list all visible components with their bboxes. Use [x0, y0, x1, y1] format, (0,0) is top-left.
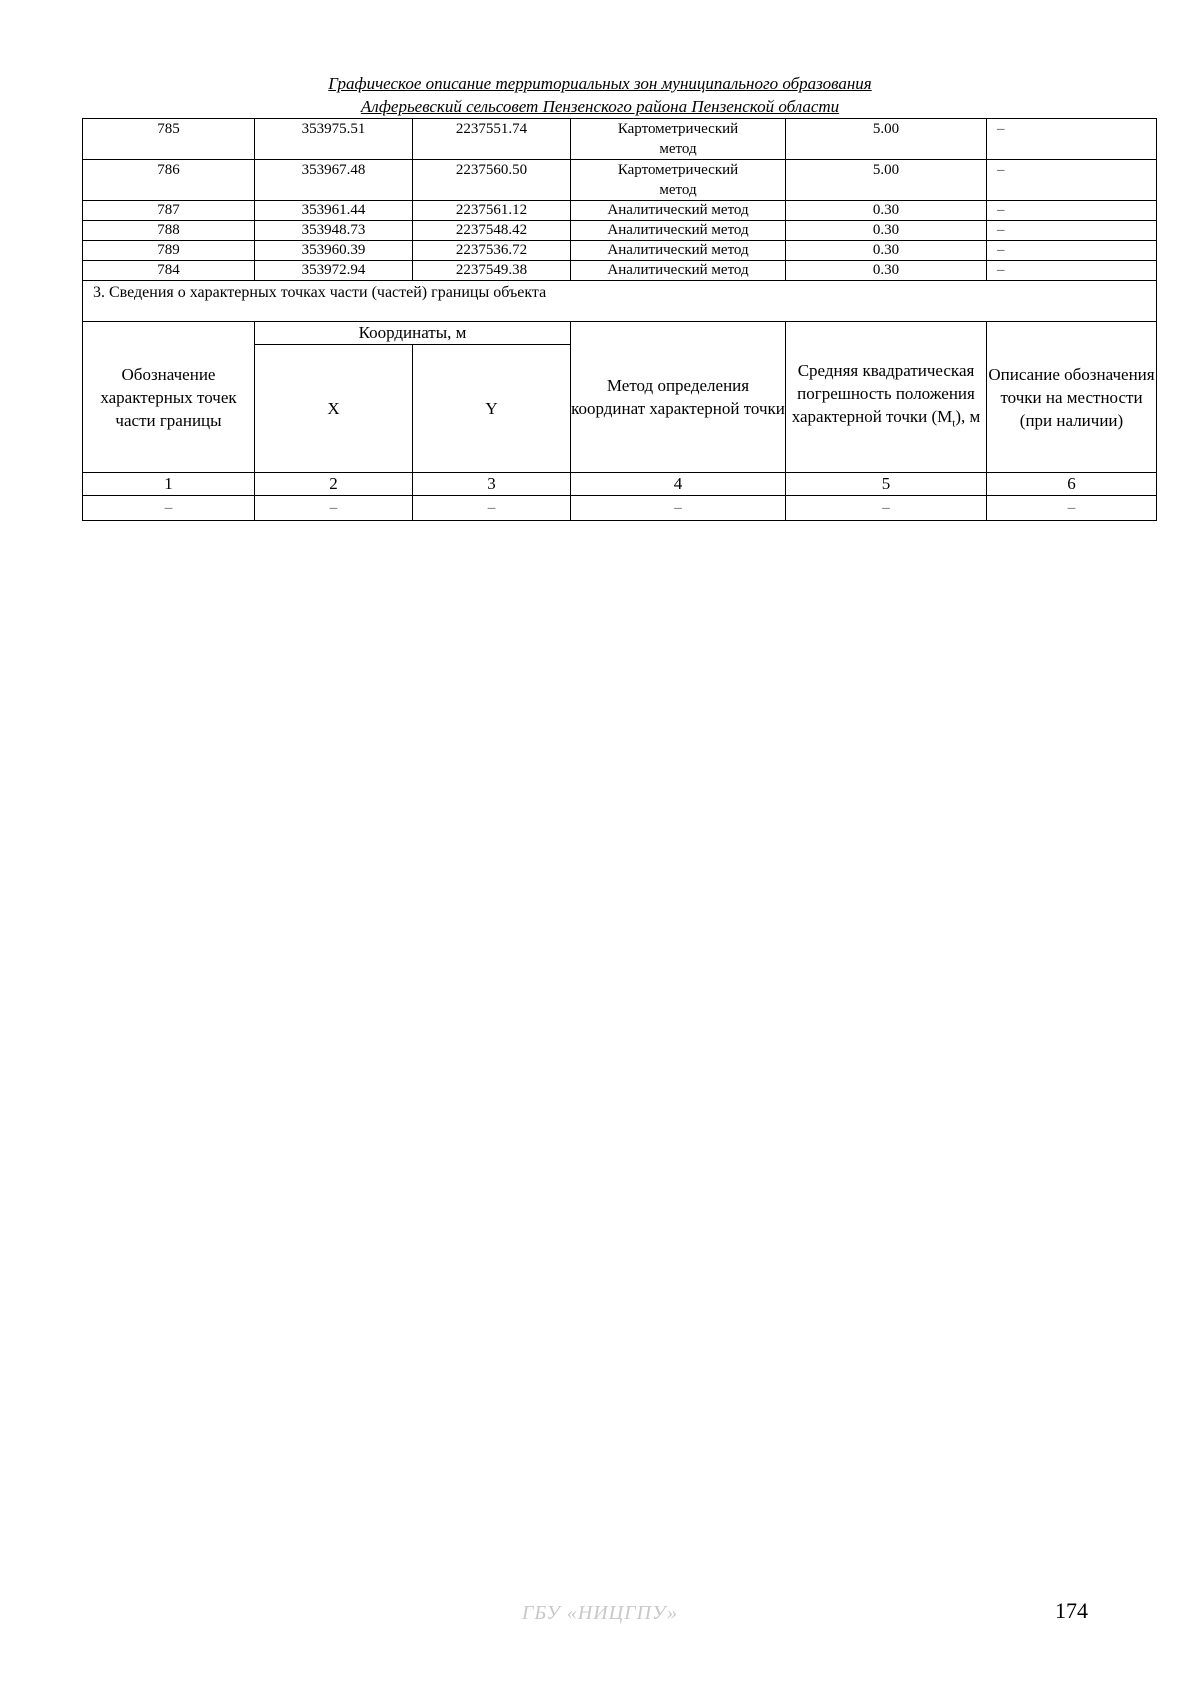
point-y: 2237560.50	[413, 160, 571, 201]
column-number: 2	[255, 473, 413, 496]
point-y: 2237536.72	[413, 241, 571, 261]
point-error: 0.30	[786, 261, 987, 281]
column-number: 4	[571, 473, 786, 496]
empty-cell: –	[987, 496, 1157, 521]
page-number: 174	[1055, 1598, 1088, 1623]
point-y: 2237548.42	[413, 221, 571, 241]
header-x: X	[255, 345, 413, 473]
column-number: 5	[786, 473, 987, 496]
point-error: 5.00	[786, 119, 987, 160]
footer-organization: ГБУ «НИЦГПУ»	[522, 1602, 678, 1624]
coordinates-table	[82, 118, 1157, 521]
point-description: –	[987, 160, 1157, 201]
empty-cell: –	[786, 496, 987, 521]
point-method: Картометрический метод	[571, 119, 786, 160]
point-description: –	[987, 119, 1157, 160]
table-row	[83, 119, 1157, 160]
point-error: 0.30	[786, 201, 987, 221]
point-description: –	[987, 201, 1157, 221]
point-id: 789	[83, 241, 255, 261]
point-method: Аналитический метод	[571, 261, 786, 281]
header-error: Средняя квадратическая погрешность положения характерной точки $(M_t)$, м	[786, 322, 987, 473]
column-number: 1	[83, 473, 255, 496]
column-number: 6	[987, 473, 1157, 496]
point-y: 2237549.38	[413, 261, 571, 281]
table-row	[83, 241, 1157, 261]
section-3-title: 3. Сведения о характерных точках части (частей) границы объекта	[83, 281, 1157, 322]
empty-cell: –	[83, 496, 255, 521]
header-row-1	[83, 322, 1157, 345]
table-row	[83, 221, 1157, 241]
point-description: –	[987, 261, 1157, 281]
header-y: Y	[413, 345, 571, 473]
point-id: 788	[83, 221, 255, 241]
point-error: 0.30	[786, 241, 987, 261]
column-numbers-row	[83, 473, 1157, 496]
point-id: 785	[83, 119, 255, 160]
point-error: 0.30	[786, 221, 987, 241]
point-description: –	[987, 221, 1157, 241]
empty-cell: –	[413, 496, 571, 521]
table-row	[83, 261, 1157, 281]
point-y: 2237551.74	[413, 119, 571, 160]
point-x: 353948.73	[255, 221, 413, 241]
table-row	[83, 160, 1157, 201]
table-row	[83, 201, 1157, 221]
point-error: 5.00	[786, 160, 987, 201]
point-id: 787	[83, 201, 255, 221]
header-method: Метод определения координат характерной точки	[571, 322, 786, 473]
document-header	[0, 72, 1200, 118]
point-id: 784	[83, 261, 255, 281]
header-coordinates: Координаты, м	[255, 322, 571, 345]
point-description: –	[987, 241, 1157, 261]
point-x: 353972.94	[255, 261, 413, 281]
point-method: Аналитический метод	[571, 241, 786, 261]
point-method: Картометрический метод	[571, 160, 786, 201]
empty-cell: –	[571, 496, 786, 521]
point-x: 353975.51	[255, 119, 413, 160]
header-line-2: Алферьевский сельсовет Пензенского района Пензенской области	[360, 97, 840, 116]
point-id: 786	[83, 160, 255, 201]
header-designation: Обозначение характерных точек части границы	[83, 322, 255, 473]
point-x: 353961.44	[255, 201, 413, 221]
section-3-title-row	[83, 281, 1157, 322]
empty-data-row	[83, 496, 1157, 521]
column-number: 3	[413, 473, 571, 496]
header-description: Описание обозначения точки на местности (при наличии)	[987, 322, 1157, 473]
point-method: Аналитический метод	[571, 221, 786, 241]
empty-cell: –	[255, 496, 413, 521]
point-y: 2237561.12	[413, 201, 571, 221]
header-line-1: Графическое описание территориальных зон муниципального образования	[328, 74, 872, 93]
point-method: Аналитический метод	[571, 201, 786, 221]
point-x: 353967.48	[255, 160, 413, 201]
point-x: 353960.39	[255, 241, 413, 261]
